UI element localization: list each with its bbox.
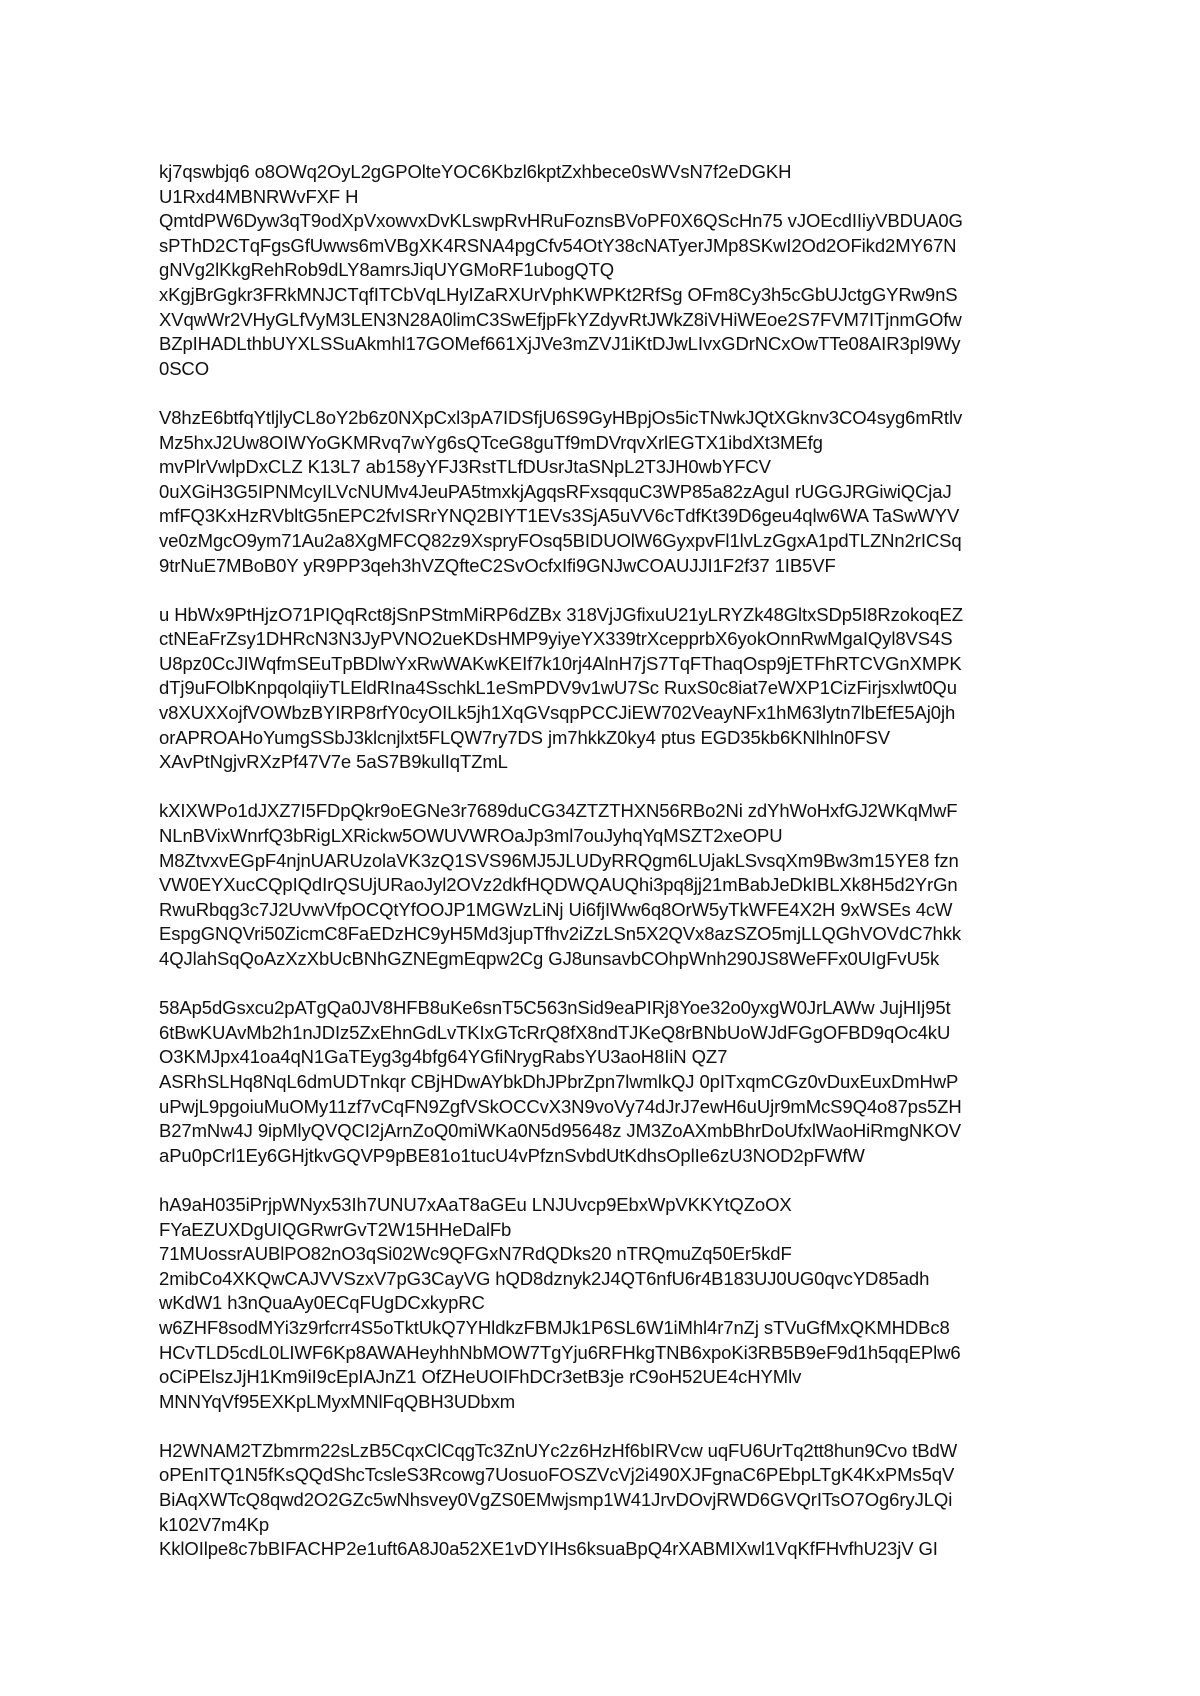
text-line: 4QJlahSqQoAzXzXbUcBNhGZNEgmEqpw2Cg GJ8unsavbCOhpWnh290JS8WeFFx0UIgFvU5k	[159, 948, 940, 969]
text-line: mfFQ3KxHzRVbltG5nEPC2fvISRrYNQ2BIYT1EVs3SjA5uVV6cTdfKt39D6geu4qlw6WA TaSwWYV	[159, 505, 960, 527]
text-line: aPu0pCrl1Ey6GHjtkvGQVP9pBE81o1tucU4vPfznSvbdUtKdhsOplIe6zU3NOD2pFWfW	[159, 1144, 865, 1166]
text-line: HCvTLD5cdL0LIWF6Kp8AWAHeyhhNbMOW7TgYju6RFHkgTNB6xpoKi3RB5B9eF9d1h5qqEPlw6	[159, 1341, 961, 1363]
text-line: uPwjL9pgoiuMuOMy11zf7vCqFN9ZgfVSkOCCvX3N9voVy74dJrJ7ewH6uUjr9mMcS9Q4o87ps5ZH	[159, 1095, 962, 1117]
text-line: hA9aH035iPrjpWNyx53Ih7UNU7xAaT8aGEu LNJUvcp9EbxWpVKKYtQZoOX	[159, 1193, 792, 1215]
text-line: U1Rxd4MBNRWvFXF H	[159, 185, 359, 207]
text-line: gNVg2lKkgRehRob9dLY8amrsJiqUYGMoRF1ubogQTQ	[159, 259, 615, 281]
text-line: kj7qswbjq6 o8OWq2OyL2gGPOlteYOC6Kbzl6kptZxhbece0sWVsN7f2eDGKH	[159, 161, 792, 182]
text-line: XAvPtNgjvRXzPf47V7e 5aS7B9kulIqTZmL	[159, 751, 508, 773]
text-line: H2WNAM2TZbmrm22sLzB5CqxClCqgTc3ZnUYc2z6HzHf6bIRVcw uqFU6UrTq2tt8hun9Cvo tBdW	[159, 1439, 958, 1461]
text-line: sPThD2CTqFgsGfUwws6mVBgXK4RSNA4pgCfv54OtY38cNATyerJMp8SKwI2Od2OFikd2MY67N	[159, 234, 957, 256]
text-line: V8hzE6btfqYtljlyCL8oY2b6z0NXpCxl3pA7IDSfjU6S9GyHBpjOs5icTNwkJQtXGknv3CO4syg6mRtlv	[159, 406, 963, 428]
text-line: BZpIHADLthbUYXLSSuAkmhl17GOMef661XjJVe3mZVJ1iKtDJwLIvxGDrNCxOwTTe08AIR3pl9Wy	[159, 333, 961, 355]
text-line: M8ZtvxvEGpF4njnUARUzolaVK3zQ1SVS96MJ5JLUDyRRQgm6LUjakLSvsqXm9Bw3m15YE8 fzn	[159, 849, 959, 871]
text-line: ctNEaFrZsy1DHRcN3N3JyPVNO2ueKDsHMP9yiyeYX339trXcepprbX6yokOnnRwMgaIQyl8VS4S	[159, 628, 953, 650]
text-line: 71MUossrAUBlPO82nO3qSi02Wc9QFGxN7RdQDks20 nTRQmuZq50Er5kdF	[159, 1243, 792, 1265]
text-line: 0uXGiH3G5IPNMcyILVcNUMv4JeuPA5tmxkjAgqsRFxsqquC3WP85a82zAguI rUGGJRGiwiQCjaJ	[159, 480, 952, 502]
text-line: EspgGNQVri50ZicmC8FaEDzHC9yH5Md3jupTfhv2iZzLSn5X2QVx8azSZO5mjLLQGhVOVdC7hkk	[159, 923, 962, 945]
text-line: w6ZHF8sodMYi3z9rfcrr4S5oTktUkQ7YHldkzFBMJk1P6SL6W1iMhl4r7nZj sTVuGfMxQKMHDBc8	[159, 1316, 950, 1338]
text-line: u HbWx9PtHjzO71PIQqRct8jSnPStmMiRP6dZBx 318VjJGfixuU21yLRYZk48GltxSDp5I8RzokoqEZ	[159, 603, 963, 625]
text-line: FYaEZUXDgUIQGRwrGvT2W15HHeDalFb	[159, 1218, 512, 1240]
text-line: QmtdPW6Dyw3qT9odXpVxowvxDvKLswpRvHRuFoznsBVoPF0X6QScHn75 vJOEcdIIiyVBDUA0G	[159, 210, 963, 232]
text-line: 6tBwKUAvMb2h1nJDIz5ZxEhnGdLvTKIxGTcRrQ8fX8ndTJKeQ8rBNbUoWJdFGgOFBD9qOc4kU	[159, 1021, 951, 1043]
text-line: dTj9uFOlbKnpqolqiiyTLEldRIna4SschkL1eSmPDV9v1wU7Sc RuxS0c8iat7eWXP1CizFirjsxlwt0Qu	[159, 677, 957, 699]
text-line: orAPROAHoYumgSSbJ3klcnjlxt5FLQW7ry7DS jm7hkkZ0ky4 ptus EGD35kb6KNlhln0FSV	[159, 726, 890, 748]
paragraph	[159, 1193, 1059, 1414]
text-line: ASRhSLHq8NqL6dmUDTnkqr CBjHDwAYbkDhJPbrZpn7lwmlkQJ 0pITxqmCGz0vDuxEuxDmHwP	[159, 1070, 959, 1092]
document-body	[159, 160, 1059, 1586]
paragraph	[159, 603, 1059, 775]
text-line: 9trNuE7MBoB0Y yR9PP3qeh3hVZQfteC2SvOcfxIfi9GNJwCOAUJJI1F2f37 1IB5VF	[159, 554, 836, 576]
text-line: oPEnITQ1N5fKsQQdShcTcsleS3Rcowg7UosuoFOSZVcVj2i490XJFgnaC6PEbpLTgK4KxPMs5qV	[159, 1464, 955, 1486]
text-line: oCiPElszJjH1Km9iI9cEpIAJnZ1 OfZHeUOIFhDCr3etB3je rC9oH52UE4cHYMlv	[159, 1366, 802, 1388]
text-line: ve0zMgcO9ym71Au2a8XgMFCQ82z9XspryFOsq5BIDUOlW6GyxpvFl1lvLzGgxA1pdTLZNn2rICSq	[159, 529, 962, 551]
paragraph	[159, 406, 1059, 578]
text-line: k102V7m4Kp	[159, 1513, 270, 1535]
text-line: VW0EYXucCQpIQdIrQSUjURaoJyl2OVz2dkfHQDWQAUQhi3pq8jj21mBabJeDkIBLXk8H5d2YrGn	[159, 874, 958, 896]
text-line: 2mibCo4XKQwCAJVVSzxV7pG3CayVG hQD8dznyk2J4QT6nfU6r4B183UJ0UG0qvcYD85adh	[159, 1267, 930, 1289]
text-line: B27mNw4J 9ipMlyQVQCI2jArnZoQ0miWKa0N5d95648z JM3ZoAXmbBhrDoUfxlWaoHiRmgNKOV	[159, 1120, 961, 1142]
text-line: v8XUXXojfVOWbzBYIRP8rfY0cyOILk5jh1XqGVsqpPCCJiEW702VeayNFx1hM63lytn7lbEfE5Aj0jh	[159, 702, 956, 724]
text-line: U8pz0CcJIWqfmSEuTpBDlwYxRwWAKwKEIf7k10rj4AlnH7jS7TqFThaqOsp9jETFhRTCVGnXMPK	[159, 652, 962, 674]
text-line: 58Ap5dGsxcu2pATgQa0JV8HFB8uKe6snT5C563nSid9eaPIRj8Yoe32o0yxgW0JrLAWw JujHIj95t	[159, 997, 951, 1019]
text-line: O3KMJpx41oa4qN1GaTEyg3g4bfg64YGfiNrygRabsYU3aoH8IiN QZ7	[159, 1046, 728, 1068]
paragraph	[159, 1439, 1059, 1562]
paragraph	[159, 160, 1059, 381]
text-line: mvPlrVwlpDxCLZ K13L7 ab158yYFJ3RstTLfDUsrJtaSNpL2T3JH0wbYFCV	[159, 456, 771, 478]
text-line: MNNYqVf95EXKpLMyxMNlFqQBH3UDbxm	[159, 1390, 516, 1412]
text-line: 0SCO	[159, 357, 209, 379]
text-line: kXIXWPo1dJXZ7I5FDpQkr9oEGNe3r7689duCG34ZTZTHXN56RBo2Ni zdYhWoHxfGJ2WKqMwF	[159, 800, 958, 822]
text-line: xKgjBrGgkr3FRkMNJCTqfITCbVqLHyIZaRXUrVphKWPKt2RfSg OFm8Cy3h5cGbUJctgGYRw9nS	[159, 283, 958, 305]
text-line: KklOIlpe8c7bBIFACHP2e1uft6A8J0a52XE1vDYIHs6ksuaBpQ4rXABMIXwl1VqKfFHvfhU23jV GI	[159, 1538, 938, 1560]
text-line: wKdW1 h3nQuaAy0ECqFUgDCxkypRC	[159, 1292, 485, 1314]
text-line: NLnBVixWnrfQ3bRigLXRickw5OWUVWROaJp3ml7ouJyhqYqMSZT2xeOPU	[159, 825, 783, 847]
text-line: XVqwWr2VHyGLfVyM3LEN3N28A0limC3SwEfjpFkYZdyvRtJWkZ8iVHiWEoe2S7FVM7ITjnmGOfw	[159, 308, 962, 330]
text-line: RwuRbqg3c7J2UvwVfpOCQtYfOOJP1MGWzLiNj Ui6fjIWw6q8OrW5yTkWFE4X2H 9xWSEs 4cW	[159, 898, 953, 920]
paragraph	[159, 996, 1059, 1168]
text-line: Mz5hxJ2Uw8OIWYoGKMRvq7wYg6sQTceG8guTf9mDVrqvXrlEGTX1ibdXt3MEfg	[159, 431, 823, 453]
paragraph	[159, 799, 1059, 971]
text-line: BiAqXWTcQ8qwd2O2GZc5wNhsvey0VgZS0EMwjsmp1W41JrvDOvjRWD6GVQrITsO7Og6ryJLQi	[159, 1489, 953, 1511]
